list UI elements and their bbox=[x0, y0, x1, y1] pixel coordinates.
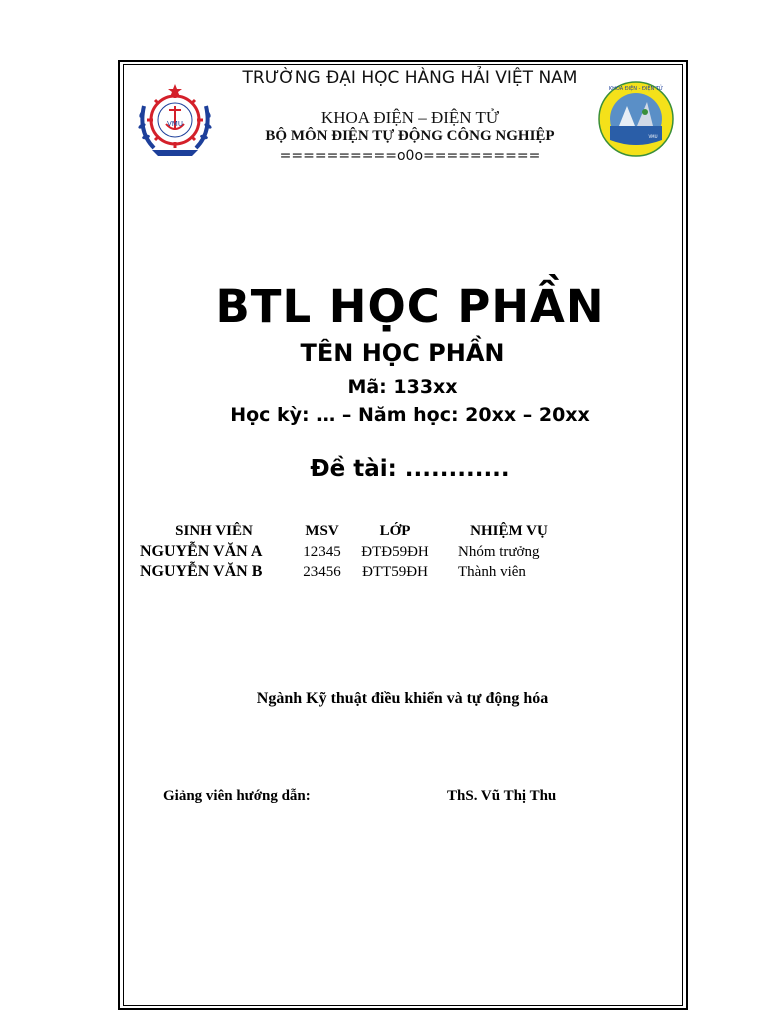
department-name: BỘ MÔN ĐIỆN TỰ ĐỘNG CÔNG NGHIỆP bbox=[265, 128, 555, 144]
course-code: Mã: 133xx bbox=[347, 376, 458, 398]
col-header-msv: MSV bbox=[305, 522, 339, 539]
table-row bbox=[140, 542, 584, 562]
col-header-student: SINH VIÊN bbox=[175, 522, 253, 539]
report-title: BTL HỌC PHẦN bbox=[215, 280, 605, 333]
col-header-class: LỚP bbox=[379, 522, 411, 539]
advisor-label: Giảng viên hướng dẫn: bbox=[163, 788, 311, 804]
col-header-task: NHIỆM VỤ bbox=[470, 522, 548, 539]
student-task: Thành viên bbox=[458, 563, 526, 580]
student-id: 12345 bbox=[303, 543, 341, 560]
faculty-logo-text: KHOA ĐIỆN - ĐIỆN TỬ bbox=[608, 86, 664, 92]
vmu-logo-text: VMU bbox=[167, 120, 183, 128]
report-topic: Đề tài: ............ bbox=[310, 456, 510, 482]
student-class: ĐTĐ59ĐH bbox=[361, 543, 429, 560]
table-row bbox=[140, 562, 584, 582]
student-table bbox=[140, 520, 584, 582]
course-name: TÊN HỌC PHẦN bbox=[300, 339, 505, 367]
header-separator: ==========o0o========== bbox=[279, 148, 541, 164]
academic-term: Học kỳ: … – Năm học: 20xx – 20xx bbox=[230, 404, 590, 426]
vmu-logo bbox=[134, 82, 216, 160]
major-name: Ngành Kỹ thuật điều khiển và tự động hóa bbox=[256, 690, 549, 707]
student-task: Nhóm trưởng bbox=[458, 543, 540, 560]
faculty-logo-small-text: VMU bbox=[648, 134, 658, 139]
student-name: NGUYỄN VĂN B bbox=[140, 563, 263, 580]
student-id: 23456 bbox=[303, 563, 341, 580]
student-class: ĐTT59ĐH bbox=[362, 563, 428, 580]
advisor-name: ThS. Vũ Thị Thu bbox=[447, 788, 557, 804]
student-table-header bbox=[140, 520, 584, 542]
student-name: NGUYỄN VĂN A bbox=[140, 543, 263, 560]
faculty-logo bbox=[597, 80, 675, 158]
university-name: TRƯỜNG ĐẠI HỌC HÀNG HẢI VIỆT NAM bbox=[242, 68, 578, 88]
faculty-name: KHOA ĐIỆN – ĐIỆN TỬ bbox=[320, 108, 500, 127]
